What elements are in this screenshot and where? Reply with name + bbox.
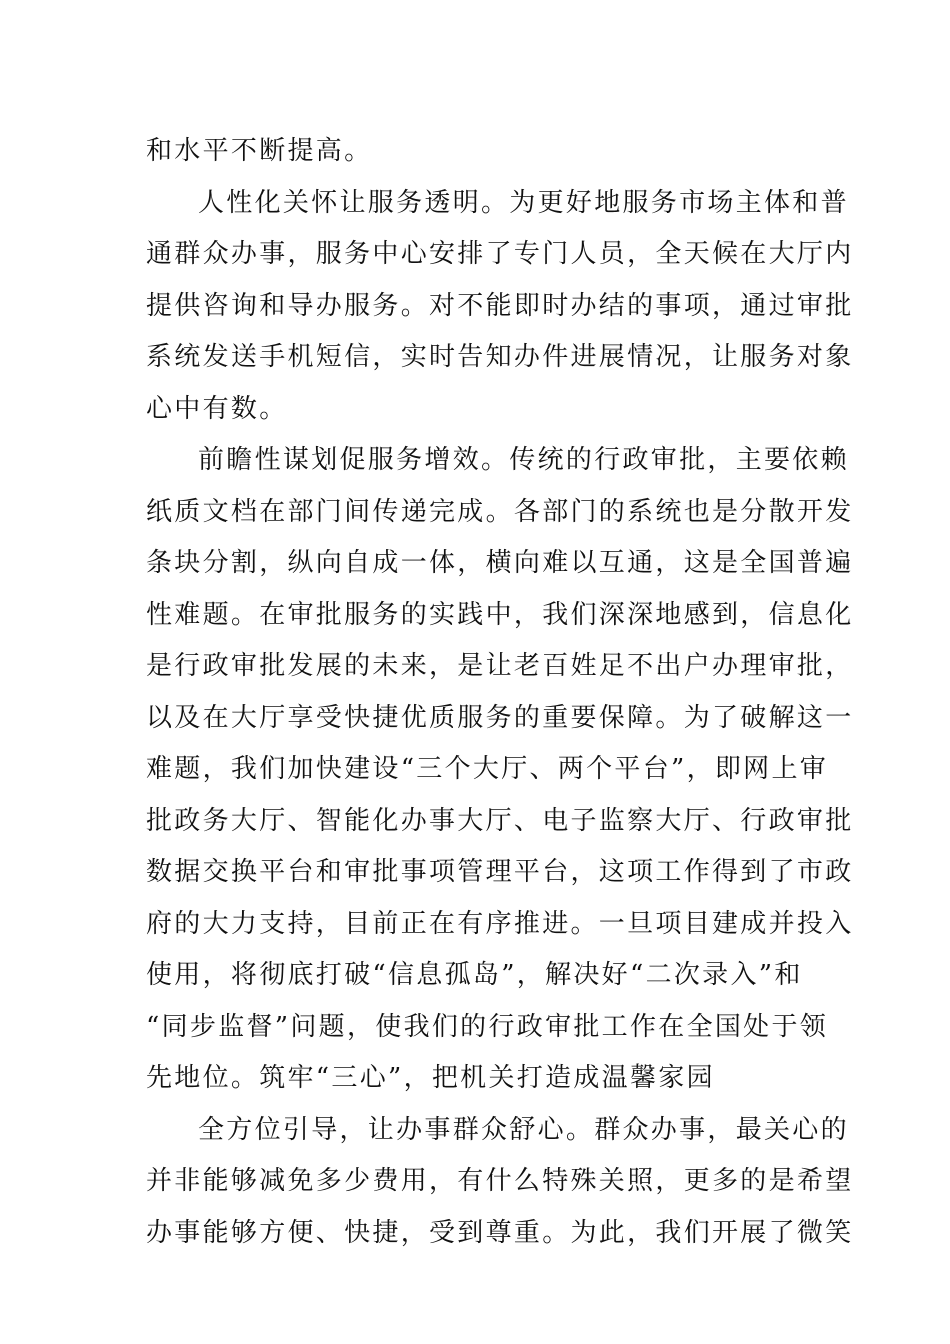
text-line: 心中有数。 [146,393,288,424]
paragraph-start-line: 人性化关怀让服务透明。为更好地服务市场主体和普 [198,187,849,218]
text-line: 通群众办事，服务中心安排了专门人员，全天候在大厅内 [146,239,854,269]
text-line: 和水平不断提高。 [146,136,373,166]
paragraph-start-line: 全方位引导，让办事群众舒心。群众办事，最关心的 [198,1114,849,1145]
text-line: 纸质文档在部门间传递完成。各部门的系统也是分散开发 [146,496,854,527]
text-line: 系统发送手机短信，实时告知办件进展情况，让服务对象 [146,342,854,372]
text-line: 数据交换平台和审批事项管理平台，这项工作得到了市政 [146,857,854,887]
document-body [146,126,854,1259]
text-line: 批政务大厅、智能化办事大厅、电子监察大厅、行政审批 [146,805,854,836]
text-line: 先地位。筑牢“三心”，把机关打造成温馨家园 [146,1063,715,1093]
text-line: 并非能够减免多少费用，有什么特殊关照，更多的是希望 [146,1166,854,1196]
text-line: 办事能够方便、快捷，受到尊重。为此，我们开展了微笑 [146,1217,854,1248]
text-line: “同步监督”问题，使我们的行政审批工作在全国处于领 [146,1011,829,1042]
text-line: 以及在大厅享受快捷优质服务的重要保障。为了破解这一 [146,702,854,733]
text-line: 提供咨询和导办服务。对不能即时办结的事项，通过审批 [146,290,854,321]
text-line: 府的大力支持，目前正在有序推进。一旦项目建成并投入 [146,908,854,939]
text-line: 使用，将彻底打破“信息孤岛”，解决好“二次录入”和 [146,960,803,990]
text-line: 条块分割，纵向自成一体，横向难以互通，这是全国普遍 [146,548,854,578]
text-line: 是行政审批发展的未来，是让老百姓足不出户办理审批， [146,651,854,681]
paragraph-start-line: 前瞻性谋划促服务增效。传统的行政审批，主要依赖 [198,445,849,475]
text-line: 难题，我们加快建设“三个大厅、两个平台”，即网上审 [146,754,829,784]
text-line: 性难题。在审批服务的实践中，我们深深地感到，信息化 [146,599,854,630]
